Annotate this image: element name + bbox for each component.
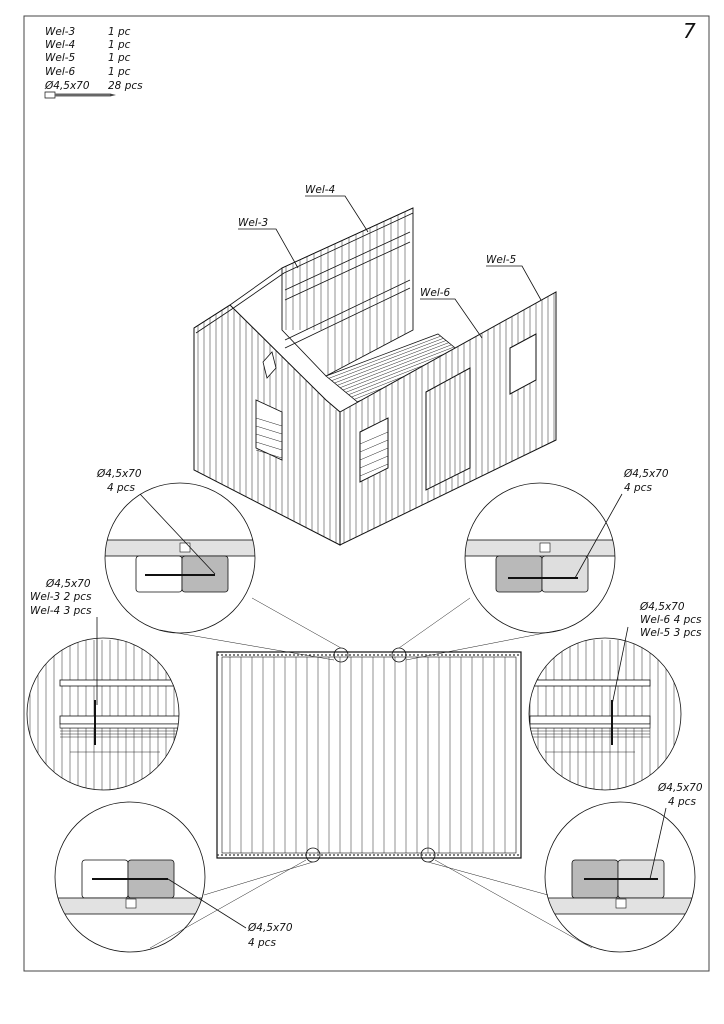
parts-list-name: Wel-3 xyxy=(45,26,76,38)
callout-label: Wel-4 xyxy=(305,184,336,196)
parts-list-name: Wel-5 xyxy=(45,52,76,64)
parts-list-qty: 1 pc xyxy=(108,52,131,64)
parts-list-qty: 1 pc xyxy=(108,66,131,78)
detail-screw-label: Ø4,5x70 xyxy=(624,468,669,480)
parts-list-name: Ø4,5x70 xyxy=(45,80,90,92)
screw-icon xyxy=(45,92,116,98)
callout-label: Wel-6 xyxy=(420,287,451,299)
parts-list-qty: 28 pcs xyxy=(108,80,143,92)
detail-bottom-right xyxy=(540,782,703,952)
detail-screw-label: Ø4,5x70 xyxy=(46,578,91,590)
parts-list-qty: 1 pc xyxy=(108,39,131,51)
detail-count-label: Wel-6 4 pcs xyxy=(640,614,702,626)
plan-view xyxy=(217,648,521,862)
callout-wel6 xyxy=(420,287,482,338)
parts-list-name: Wel-4 xyxy=(45,39,76,51)
parts-list-name: Wel-6 xyxy=(45,66,76,78)
detail-top-left xyxy=(96,468,260,633)
detail-count-label: 4 pcs xyxy=(107,482,135,494)
callout-label: Wel-5 xyxy=(486,254,517,266)
detail-count-label: 4 pcs xyxy=(248,937,276,949)
detail-mid-left xyxy=(25,578,185,790)
detail-count-label: 4 pcs xyxy=(624,482,652,494)
detail-top-right xyxy=(460,468,669,633)
callout-wel5 xyxy=(486,254,541,300)
parts-list xyxy=(44,26,143,98)
callout-wel3 xyxy=(238,217,298,268)
page-number: 7 xyxy=(683,19,696,43)
detail-screw-label: Ø4,5x70 xyxy=(97,468,142,480)
detail-mid-right xyxy=(525,601,702,790)
detail-screw-label: Ø4,5x70 xyxy=(658,782,703,794)
callout-wel4 xyxy=(305,184,368,232)
callout-label: Wel-3 xyxy=(238,217,269,229)
detail-screw-label: Ø4,5x70 xyxy=(640,601,685,613)
detail-count-label: Wel-3 2 pcs xyxy=(30,591,92,603)
parts-list-qty: 1 pc xyxy=(108,26,131,38)
detail-count-label: Wel-4 3 pcs xyxy=(30,605,92,617)
detail-count-label: Wel-5 3 pcs xyxy=(640,627,702,639)
detail-screw-label: Ø4,5x70 xyxy=(248,922,293,934)
detail-count-label: 4 pcs xyxy=(668,796,696,808)
